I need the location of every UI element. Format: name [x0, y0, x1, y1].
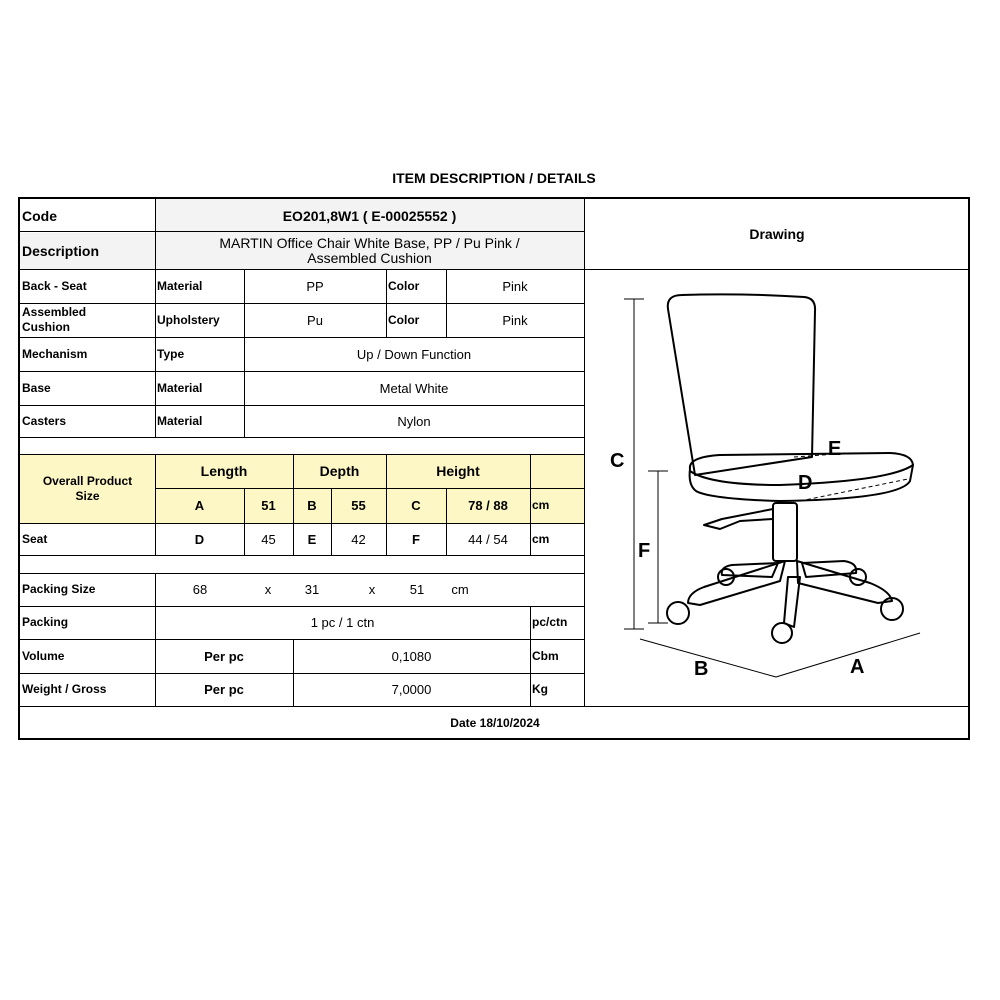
- dimension-f-letter: F: [638, 540, 651, 562]
- seat-d-label: D: [194, 531, 205, 547]
- mechanism-field: Type: [157, 346, 185, 361]
- packing-size-x2: x: [368, 582, 376, 597]
- chair-gas-column: [773, 503, 797, 561]
- cushion-color: Pink: [502, 312, 528, 328]
- overall-size-label-line-2: Size: [75, 488, 100, 503]
- packing-size-width: 31: [304, 582, 320, 597]
- dimension-d-letter: D: [798, 472, 813, 494]
- mechanism-label: Mechanism: [22, 346, 88, 361]
- seat-f-label: F: [412, 531, 420, 547]
- packing-size-x1: x: [264, 582, 272, 597]
- overall-unit: cm: [532, 498, 550, 512]
- caster-back-left: [718, 569, 734, 585]
- code-value: EO201,8W1 ( E-00025552 ): [282, 207, 457, 224]
- seat-unit: cm: [532, 531, 550, 546]
- base-field: Material: [157, 380, 203, 395]
- seat-f-value: 44 / 54: [468, 531, 508, 547]
- base-value: Metal White: [379, 380, 449, 396]
- dimension-lines: [624, 299, 920, 677]
- cushion-field: Upholstery: [157, 312, 220, 327]
- seat-label: Seat: [22, 531, 48, 546]
- date-footer: Date 18/10/2024: [450, 715, 540, 730]
- packing-value: 1 pc / 1 ctn: [310, 615, 375, 630]
- volume-per: Per pc: [204, 648, 244, 664]
- description-line-2: Assembled Cushion: [307, 250, 432, 266]
- height-header: Height: [436, 462, 480, 479]
- back-seat-color: Pink: [502, 278, 528, 294]
- cushion-upholstery: Pu: [307, 312, 323, 328]
- dimension-a-letter: A: [850, 656, 865, 678]
- volume-unit: Cbm: [532, 648, 559, 663]
- cushion-label-line-1: Assembled: [22, 305, 87, 319]
- overall-size-label-line-1: Overall Product: [42, 473, 133, 488]
- overall-c-value: 78 / 88: [468, 498, 508, 513]
- chair-backrest: [668, 294, 815, 475]
- mechanism-value: Up / Down Function: [356, 346, 472, 362]
- page-title: ITEM DESCRIPTION / DETAILS: [392, 170, 596, 186]
- length-header: Length: [200, 462, 248, 479]
- packing-label: Packing: [22, 615, 69, 629]
- packing-size-length: 68: [192, 582, 208, 597]
- seat-d-value: 45: [261, 531, 276, 547]
- dimension-b-letter: B: [694, 658, 709, 680]
- weight-value: 7,0000: [391, 682, 432, 697]
- back-seat-label: Back - Seat: [22, 278, 87, 293]
- cushion-label-line-2: Cushion: [22, 320, 70, 334]
- overall-b-label: B: [307, 498, 317, 513]
- casters-label: Casters: [22, 413, 67, 428]
- dimension-e-letter: E: [828, 438, 842, 460]
- packing-size-unit: cm: [451, 582, 469, 597]
- volume-value: 0,1080: [391, 648, 432, 664]
- spec-sheet: [18, 197, 970, 740]
- casters-field: Material: [157, 413, 203, 428]
- drawing-label: Drawing: [749, 225, 805, 242]
- description-line-1: MARTIN Office Chair White Base, PP / Pu Pink /: [219, 235, 520, 251]
- packing-size-height: 51: [409, 582, 425, 597]
- back-seat-material: PP: [306, 278, 324, 294]
- cushion-color-label: Color: [388, 312, 420, 327]
- chair-base: [688, 561, 785, 605]
- overall-a-label: A: [194, 498, 205, 513]
- description-label: Description: [22, 242, 100, 259]
- base-label: Base: [22, 380, 51, 395]
- casters-value: Nylon: [397, 413, 431, 429]
- seat-e-label: E: [307, 531, 317, 547]
- dimension-c-letter: C: [610, 450, 625, 472]
- packing-unit: pc/ctn: [532, 615, 568, 629]
- depth-header: Depth: [319, 462, 360, 479]
- back-seat-color-label: Color: [388, 278, 420, 293]
- weight-unit: Kg: [532, 682, 548, 696]
- weight-per: Per pc: [204, 682, 244, 697]
- code-label: Code: [22, 207, 57, 224]
- back-seat-field: Material: [157, 278, 203, 293]
- seat-e-value: 42: [351, 531, 366, 547]
- overall-b-value: 55: [351, 498, 366, 513]
- caster-front: [772, 623, 792, 643]
- overall-a-value: 51: [261, 498, 276, 513]
- packing-size-label: Packing Size: [22, 582, 96, 596]
- chair-drawing: [20, 199, 970, 706]
- caster-left: [667, 602, 689, 624]
- weight-label: Weight / Gross: [22, 682, 107, 696]
- overall-c-label: C: [411, 498, 421, 513]
- volume-label: Volume: [22, 648, 65, 663]
